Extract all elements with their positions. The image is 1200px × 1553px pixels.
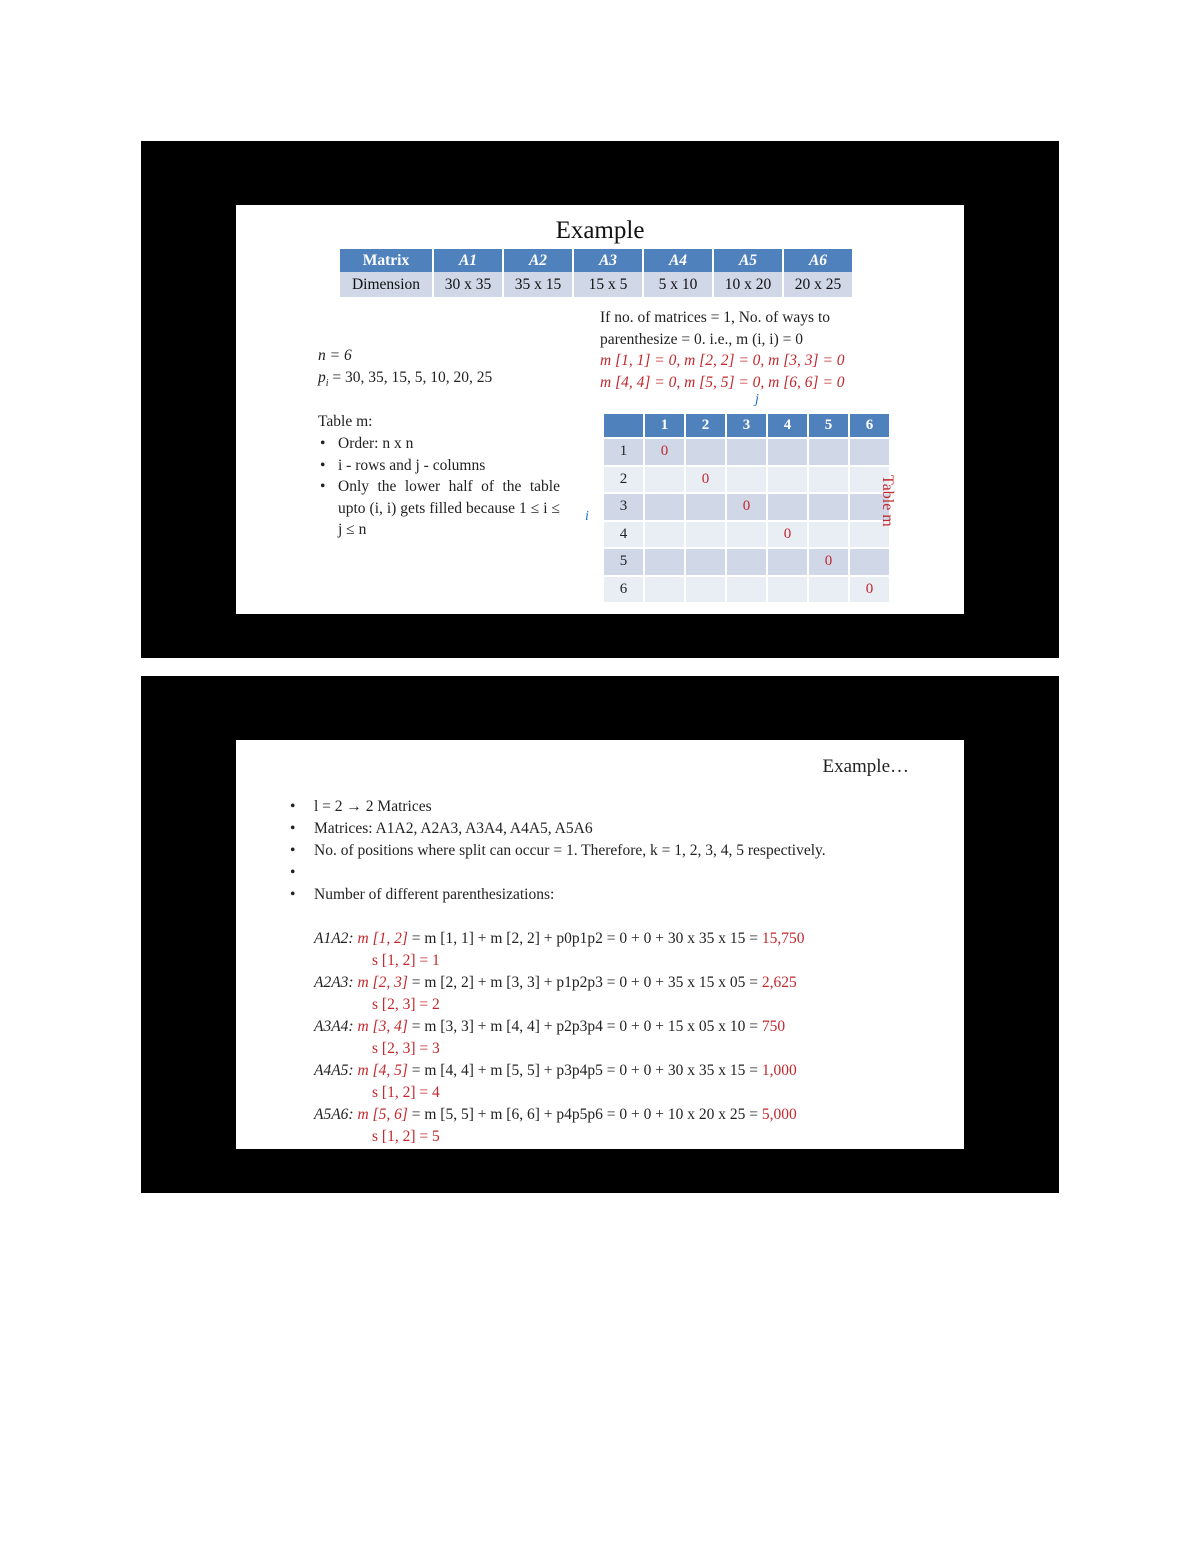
calc-expression: = m [3, 3] + m [4, 4] + p2p3p4 = 0 + 0 + 15 x 05 x 10 = xyxy=(411,1018,758,1035)
column-header: 6 xyxy=(849,413,890,438)
header-cell: A2 xyxy=(503,249,573,272)
split-value: s [2, 3] = 3 xyxy=(372,1040,440,1057)
calc-result: 15,750 xyxy=(761,930,805,947)
row-header: 5 xyxy=(603,548,644,576)
grid-cell xyxy=(808,521,849,549)
table-cell: 15 x 5 xyxy=(573,272,643,297)
list-item: • Only the lower half of the table upto (i, i) gets filled because 1 ≤ i ≤ j ≤ n xyxy=(318,476,560,541)
grid-cell xyxy=(644,521,685,549)
matrix-pair: A2A3: xyxy=(314,974,354,991)
table-cell: Dimension xyxy=(340,272,433,297)
grid-cell xyxy=(644,493,685,521)
slide-2-bullets xyxy=(288,796,912,906)
matrix-dimension-table xyxy=(340,249,854,297)
calc-expression: = m [5, 5] + m [6, 6] + p4p5p6 = 0 + 0 + 10 x 20 x 25 = xyxy=(411,1106,758,1123)
matrix-pair: A3A4: xyxy=(314,1018,354,1035)
table-header-row xyxy=(340,249,853,272)
column-header: 4 xyxy=(767,413,808,438)
m-entry: m [1, 2] xyxy=(357,930,408,947)
row-header: 2 xyxy=(603,466,644,494)
grid-row xyxy=(603,576,890,604)
i-axis-label: i xyxy=(585,509,589,524)
grid-cell-3-3: 0 xyxy=(726,493,767,521)
slide-frame-2 xyxy=(141,676,1059,1193)
grid-cell xyxy=(685,438,726,466)
calc-row xyxy=(314,1104,934,1126)
grid-cell xyxy=(808,493,849,521)
grid-cell xyxy=(767,438,808,466)
header-cell: A3 xyxy=(573,249,643,272)
calc-result: 750 xyxy=(761,1018,786,1035)
grid-cell xyxy=(767,466,808,494)
grid-cell xyxy=(808,438,849,466)
calc-row xyxy=(314,1060,934,1082)
grid-cell-5-5: 0 xyxy=(808,548,849,576)
slide-title: Example xyxy=(555,217,645,244)
note-line-red: m [1, 1] = 0, m [2, 2] = 0, m [3, 3] = 0 xyxy=(600,352,845,369)
m-entry: m [2, 3] xyxy=(357,974,408,991)
grid-row xyxy=(603,548,890,576)
column-header: 5 xyxy=(808,413,849,438)
note-line: If no. of matrices = 1, No. of ways to xyxy=(600,309,830,326)
grid-cell xyxy=(808,466,849,494)
grid-cell xyxy=(808,576,849,604)
list-item: • Number of different parenthesizations: xyxy=(288,884,912,906)
spacer xyxy=(288,862,912,884)
matrix-pair: A1A2: xyxy=(314,930,354,947)
matrix-pair: A4A5: xyxy=(314,1062,354,1079)
grid-cell xyxy=(685,493,726,521)
n-value: n = 6 xyxy=(318,347,352,364)
calc-expression: = m [2, 2] + m [3, 3] + p1p2p3 = 0 + 0 + 35 x 15 x 05 = xyxy=(411,974,758,991)
calc-row xyxy=(314,1016,934,1038)
grid-cell xyxy=(644,576,685,604)
slide-title: Example… xyxy=(822,756,909,777)
calc-expression: = m [4, 4] + m [5, 5] + p3p4p5 = 0 + 0 + 30 x 35 x 15 = xyxy=(411,1062,758,1079)
calc-expression: = m [1, 1] + m [2, 2] + p0p1p2 = 0 + 0 + 30 x 35 x 15 = xyxy=(411,930,758,947)
column-header: 2 xyxy=(685,413,726,438)
table-cell: 30 x 35 xyxy=(433,272,503,297)
slide-frame-1 xyxy=(141,141,1059,658)
header-cell: Matrix xyxy=(340,249,433,272)
header-cell: A1 xyxy=(433,249,503,272)
grid-row xyxy=(603,493,890,521)
split-value: s [2, 3] = 2 xyxy=(372,996,440,1013)
grid-cell xyxy=(726,438,767,466)
calc-result: 5,000 xyxy=(761,1106,797,1123)
table-properties-list xyxy=(318,433,560,541)
list-item: • No. of positions where split can occur = 1. Therefore, k = 1, 2, 3, 4, 5 respectively. xyxy=(288,840,912,862)
list-item: • Order: n x n xyxy=(318,433,560,455)
table-cell: 10 x 20 xyxy=(713,272,783,297)
grid-cell-2-2: 0 xyxy=(685,466,726,494)
row-header: 6 xyxy=(603,576,644,604)
calc-row xyxy=(314,928,934,950)
grid-header-row xyxy=(603,413,890,438)
split-value: s [1, 2] = 5 xyxy=(372,1128,440,1145)
slide-1 xyxy=(236,205,964,614)
grid-cell-6-6: 0 xyxy=(849,576,890,604)
table-m-vertical-label: Table m xyxy=(879,475,896,527)
slide-2 xyxy=(236,740,964,1149)
list-item: • i - rows and j - columns xyxy=(318,455,560,477)
grid-cell xyxy=(767,576,808,604)
m-entry: m [5, 6] xyxy=(357,1106,408,1123)
split-value: s [1, 2] = 4 xyxy=(372,1084,440,1101)
row-header: 4 xyxy=(603,521,644,549)
grid-cell xyxy=(726,576,767,604)
matrix-pair: A5A6: xyxy=(314,1106,354,1123)
grid-cell xyxy=(644,548,685,576)
calc-result: 1,000 xyxy=(761,1062,797,1079)
j-axis-label: j xyxy=(755,392,759,407)
parenthesization-list xyxy=(314,928,934,1148)
m-entry: m [4, 5] xyxy=(357,1062,408,1079)
table-row xyxy=(340,272,853,297)
grid-cell xyxy=(685,521,726,549)
p-list: = 30, 35, 15, 5, 10, 20, 25 xyxy=(332,369,493,386)
grid-row xyxy=(603,521,890,549)
table-heading: Table m: xyxy=(318,413,373,430)
m-entry: m [3, 4] xyxy=(357,1018,408,1035)
grid-cell xyxy=(849,438,890,466)
grid-cell-4-4: 0 xyxy=(767,521,808,549)
corner-cell xyxy=(603,413,644,438)
header-cell: A5 xyxy=(713,249,783,272)
grid-row xyxy=(603,438,890,466)
p-values xyxy=(318,367,492,395)
table-m-grid xyxy=(602,412,891,604)
note-line-red: m [4, 4] = 0, m [5, 5] = 0, m [6, 6] = 0 xyxy=(600,373,845,391)
table-cell: 5 x 10 xyxy=(643,272,713,297)
grid-row xyxy=(603,466,890,494)
calc-result: 2,625 xyxy=(761,974,797,991)
table-cell: 20 x 25 xyxy=(783,272,853,297)
row-header: 1 xyxy=(603,438,644,466)
grid-cell xyxy=(644,466,685,494)
grid-cell xyxy=(726,466,767,494)
single-matrix-note xyxy=(600,307,892,393)
list-item: • Matrices: A1A2, A2A3, A3A4, A4A5, A5A6 xyxy=(288,818,912,840)
column-header: 1 xyxy=(644,413,685,438)
p-subscript: i xyxy=(325,378,329,390)
p-symbol: p xyxy=(318,369,326,386)
grid-cell xyxy=(685,548,726,576)
grid-cell xyxy=(726,548,767,576)
grid-cell xyxy=(849,548,890,576)
grid-cell-1-1: 0 xyxy=(644,438,685,466)
grid-cell xyxy=(767,493,808,521)
grid-cell xyxy=(726,521,767,549)
grid-cell xyxy=(767,548,808,576)
row-header: 3 xyxy=(603,493,644,521)
column-header: 3 xyxy=(726,413,767,438)
split-value: s [1, 2] = 1 xyxy=(372,952,440,969)
grid-cell xyxy=(685,576,726,604)
list-item: • l = 2 → 2 Matrices xyxy=(288,796,912,818)
calc-row xyxy=(314,972,934,994)
header-cell: A4 xyxy=(643,249,713,272)
header-cell: A6 xyxy=(783,249,853,272)
note-line: parenthesize = 0. i.e., m (i, i) = 0 xyxy=(600,330,803,348)
table-cell: 35 x 15 xyxy=(503,272,573,297)
